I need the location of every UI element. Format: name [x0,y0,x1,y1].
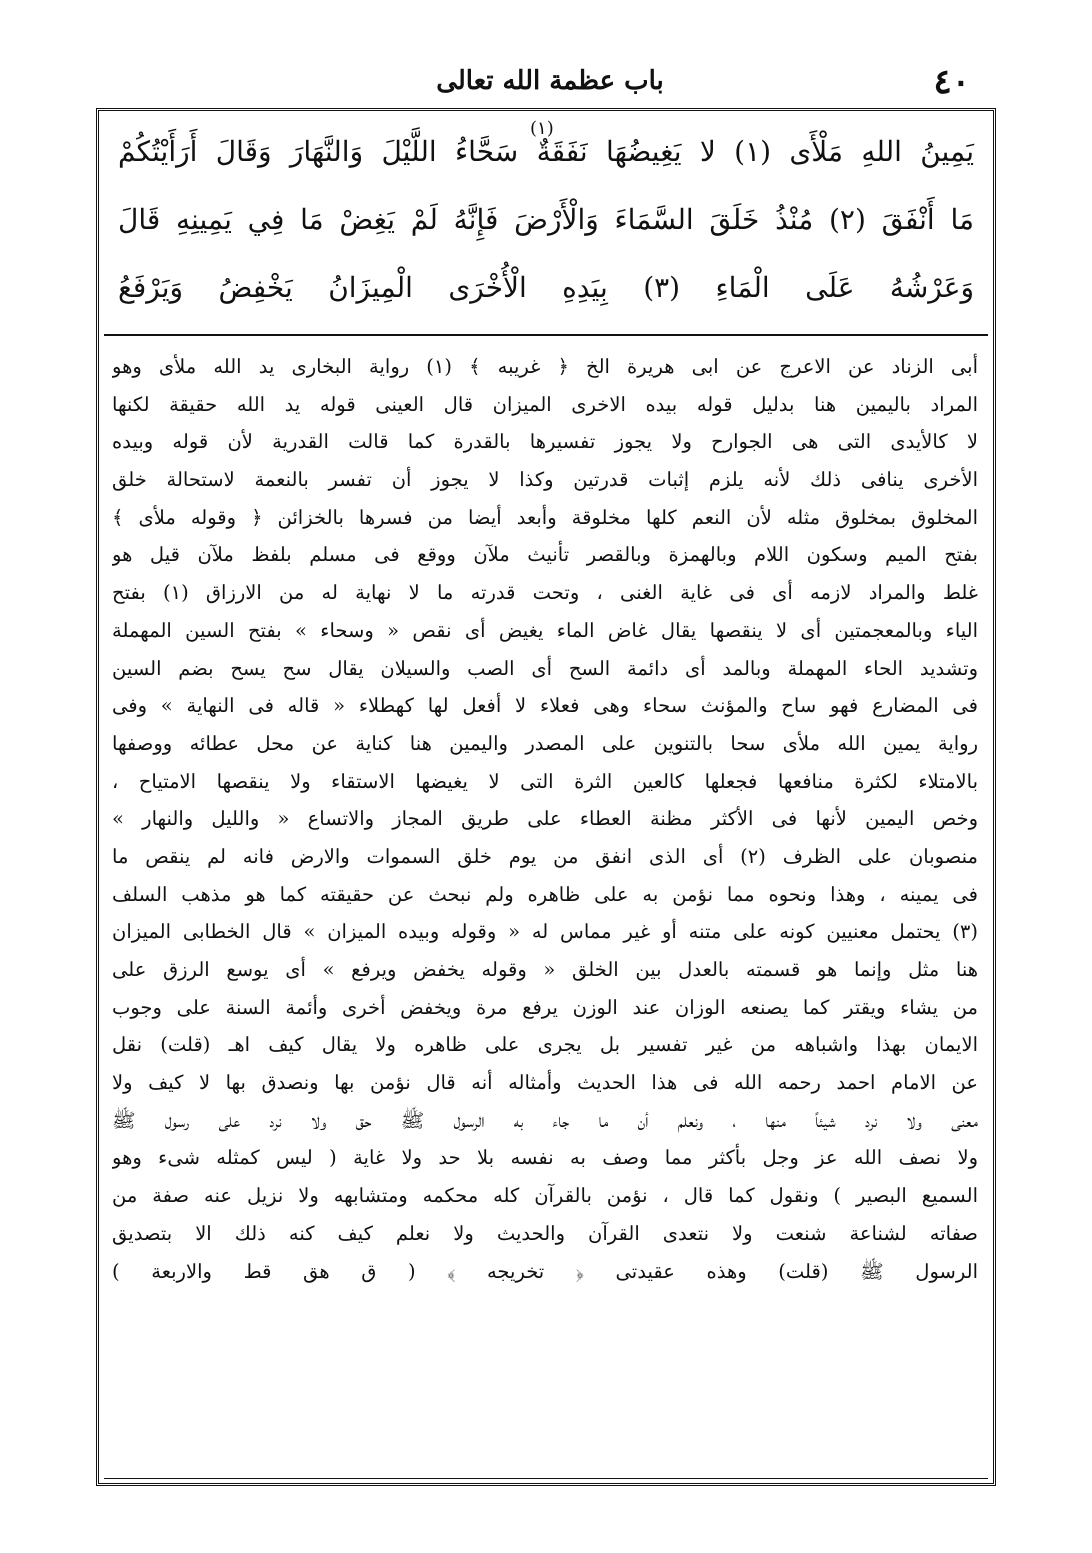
hadith-line: يَمِينُ اللهِ مَلْأَى (١) لا يَغِيضُهَا نَفَقَةٌ سَحَّاءُ اللَّيْلَ وَالنَّهَارَ وَقَالَ أَرَأَيْتُكُمْ [118,135,974,168]
commentary-line: صفاته لشناعة شنعت ولا نتعدى القرآن والحديث ولا نعلم كيف كنه ذلك الا بتصديق [112,1221,978,1245]
commentary-line: منصوبان على الظرف (٢) أى الذى انفق من يوم خلق السموات والارض فانه لم ينقص ما [112,844,978,868]
commentary-line: رواية يمين الله ملأى سحا بالتنوين على المصدر واليمين هنا كناية عن محل عطائه ووصفها [112,731,978,755]
commentary-line: (٣) يحتمل معنيين كونه على متنه أو غير مماس له « وقوله وبيده الميزان » قال الخطابى الميزان [112,920,978,944]
commentary [112,348,978,1290]
commentary-line: السميع البصير ) ونقول كما قال ، نؤمن بالقرآن كله محكمه ومتشابهه ولا نزيل عنه صفة من [112,1184,978,1208]
page-header [110,62,990,106]
hadith-line: وَعَرْشُهُ عَلَى الْمَاءِ (٣) بِيَدِهِ الْأُخْرَى الْمِيزَانُ يَخْفِضُ وَيَرْفَعُ [118,271,974,304]
commentary-line: المخلوق بمخلوق مثله لأن النعم كلها مخلوقة وأبعد أيضا من فسرها بالخزائن ﴿ وقوله ملأى ﴾ [112,505,978,529]
commentary-line: من يشاء ويقتر كما يصنعه الوزان عند الوزن يرفع مرة ويخفض أخرى وأئمة السنة على وجوب [112,995,978,1019]
commentary-line: فى المضارع فهو ساح والمؤنث سحاء وهى فعلاء لا أفعل لها كهطلاء « قاله فى النهاية » وفى [112,694,978,718]
commentary-line: الياء وبالمعجمتين أى لا ينقصها يقال غاض الماء يغيض أى نقص « وسحاء » بفتح السين المهملة [112,618,978,642]
bottom-rule [104,1478,988,1479]
commentary-line: وخص اليمين لأنها فى الأكثر مظنة العطاء على طريق المجاز والاتساع « والليل والنهار » [112,807,978,831]
chapter-title: باب عظمة الله تعالى [436,66,664,96]
commentary-line: أبى الزناد عن الاعرج عن ابى هريرة الخ ﴿ غريبه ﴾ (١) رواية البخارى يد الله ملأى وهو [112,355,978,378]
commentary-line: عن الامام احمد رحمه الله فى هذا الحديث وأمثاله أنه قال نؤمن بها ونصدق بها لا كيف ولا [112,1071,978,1095]
commentary-line: غلط والمراد لازمه أى فى غاية الغنى ، وتحت قدرته ما لا نهاية له من الارزاق (١) بفتح [112,581,978,605]
commentary-line: الرسول ﷺ (قلت) وهذه عقيدتى ﴿ تخريجه ﴾ ( ق هق قط والاربعة ) [112,1259,978,1283]
commentary-line: هنا مثل وإنما هو قسمته بالعدل بين الخلق « وقوله يخفض ويرفع » أى يوسع الرزق على [112,958,978,981]
commentary-line: الأخرى ينافى ذلك لأنه يلزم إثبات قدرتين وكذا لا يجوز أن تفسر بالنعمة لاستحالة خلق [112,468,978,492]
commentary-line: المراد باليمين هنا بدليل قوله بيده الاخرى الميزان قال العينى قوله يد الله حقيقة لكنها [112,392,978,416]
hadith-line: مَا أَنْفَقَ (٢) مُنْذُ خَلَقَ السَّمَاءَ وَالْأَرْضَ فَإِنَّهُ لَمْ يَغِضْ مَا فِي يَمِينِهِ قَالَ [118,203,974,236]
commentary-line: معنى ولا نرد شيئاً منها ، ونعلم أن ما جاء به الرسول ﷺ حق ولا نرد على رسول ﷺ [112,1108,978,1132]
hadith-text [104,118,988,336]
commentary-line: بفتح الميم وسكون اللام وبالهمزة وبالقصر تأنيث ملآن ووقع فى مسلم بلفظ ملآن قيل هو [112,543,978,567]
commentary-line: لا كالأيدى التى هى الجوارح ولا يجوز تفسيرها بالقدرة كما قالت القدرية لأن قوله وبيده [112,430,978,454]
page-number: ٤٠ [933,62,970,102]
footnote-marker: (١) [530,118,554,139]
commentary-line: وتشديد الحاء المهملة وبالمد أى دائمة السح أى الصب والسيلان يقال سح يسح بضم السين [112,656,978,680]
commentary-line: الايمان بهذا واشباهه من غير تفسير بل يجرى على ظاهره ولا يقال كيف اهـ (قلت) نقل [112,1033,978,1057]
commentary-line: فى يمينه ، وهذا ونحوه مما نؤمن به على ظاهره ولم نبحث عن حقيقته كما هو مذهب السلف [112,882,978,906]
commentary-line: بالامتلاء لكثرة منافعها فجعلها كالعين الثرة التى لا يغيضها الاستقاء ولا ينقصها الامتياح ، [112,769,978,793]
commentary-line: ولا نصف الله عز وجل بأكثر مما وصف به نفسه بلا حد ولا غاية ( ليس كمثله شىء وهو [112,1146,978,1170]
